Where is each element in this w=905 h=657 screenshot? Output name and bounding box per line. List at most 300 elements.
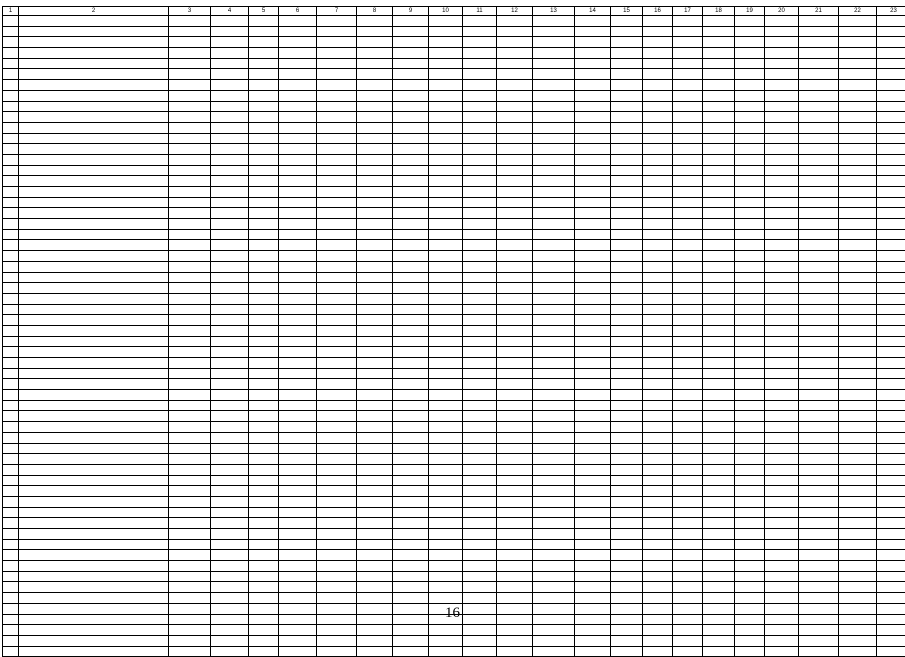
table-cell xyxy=(357,635,393,646)
table-cell xyxy=(799,561,839,572)
table-cell xyxy=(497,144,533,155)
table-cell xyxy=(799,26,839,37)
table-cell xyxy=(249,101,279,112)
table-cell xyxy=(429,646,463,657)
table-cell xyxy=(673,304,703,315)
table-cell xyxy=(357,240,393,251)
table-cell xyxy=(357,625,393,636)
table-cell xyxy=(19,486,169,497)
table-cell xyxy=(839,625,877,636)
table-cell xyxy=(799,358,839,369)
table-cell xyxy=(169,561,211,572)
table-cell xyxy=(393,550,429,561)
table-cell xyxy=(765,635,799,646)
table-cell xyxy=(673,507,703,518)
table-cell xyxy=(249,37,279,48)
table-cell xyxy=(211,336,249,347)
table-cell xyxy=(463,368,497,379)
table-cell xyxy=(211,347,249,358)
table-cell xyxy=(673,293,703,304)
table-cell xyxy=(611,165,643,176)
table-cell xyxy=(799,272,839,283)
column-number: 16 xyxy=(643,7,673,16)
table-cell xyxy=(611,347,643,358)
table-row xyxy=(3,561,905,572)
table-cell xyxy=(317,411,357,422)
table-cell xyxy=(393,187,429,198)
table-cell xyxy=(799,496,839,507)
table-cell xyxy=(643,625,673,636)
table-cell xyxy=(3,379,19,390)
table-cell xyxy=(877,432,905,443)
table-cell xyxy=(463,347,497,358)
table-cell xyxy=(279,261,317,272)
table-cell xyxy=(393,176,429,187)
table-cell xyxy=(429,475,463,486)
table-cell xyxy=(799,58,839,69)
table-cell xyxy=(703,518,735,529)
table-cell xyxy=(429,561,463,572)
table-cell xyxy=(3,464,19,475)
table-cell xyxy=(673,539,703,550)
table-cell xyxy=(249,358,279,369)
table-cell xyxy=(393,293,429,304)
table-cell xyxy=(735,529,765,540)
table-cell xyxy=(393,101,429,112)
table-row xyxy=(3,400,905,411)
table-cell xyxy=(463,272,497,283)
table-cell xyxy=(765,529,799,540)
table-cell xyxy=(357,48,393,59)
table-cell xyxy=(703,229,735,240)
table-cell xyxy=(463,390,497,401)
table-cell xyxy=(765,261,799,272)
table-row xyxy=(3,454,905,465)
table-cell xyxy=(735,325,765,336)
table-cell xyxy=(249,176,279,187)
table-row xyxy=(3,133,905,144)
table-cell xyxy=(839,390,877,401)
table-cell xyxy=(799,400,839,411)
table-cell xyxy=(703,358,735,369)
table-cell xyxy=(533,37,575,48)
table-cell xyxy=(249,571,279,582)
table-cell xyxy=(839,464,877,475)
table-cell xyxy=(211,261,249,272)
table-cell xyxy=(249,240,279,251)
table-cell xyxy=(357,507,393,518)
table-cell xyxy=(393,219,429,230)
table-cell xyxy=(169,507,211,518)
table-cell xyxy=(575,69,611,80)
table-cell xyxy=(357,80,393,91)
table-cell xyxy=(357,208,393,219)
table-cell xyxy=(249,144,279,155)
table-cell xyxy=(393,272,429,283)
table-cell xyxy=(357,571,393,582)
table-cell xyxy=(463,571,497,582)
table-cell xyxy=(317,219,357,230)
table-cell xyxy=(533,154,575,165)
table-cell xyxy=(19,529,169,540)
table-cell xyxy=(357,411,393,422)
table-cell xyxy=(357,283,393,294)
table-cell xyxy=(317,550,357,561)
table-cell xyxy=(357,165,393,176)
table-cell xyxy=(429,283,463,294)
table-cell xyxy=(19,90,169,101)
table-cell xyxy=(463,144,497,155)
table-cell xyxy=(169,90,211,101)
table-cell xyxy=(799,304,839,315)
table-cell xyxy=(497,37,533,48)
table-cell xyxy=(643,315,673,326)
table-cell xyxy=(611,240,643,251)
table-cell xyxy=(463,539,497,550)
table-cell xyxy=(317,635,357,646)
table-cell xyxy=(393,197,429,208)
table-cell xyxy=(19,251,169,262)
table-cell xyxy=(799,154,839,165)
column-number: 21 xyxy=(799,7,839,16)
table-cell xyxy=(249,646,279,657)
table-cell xyxy=(533,443,575,454)
table-cell xyxy=(497,176,533,187)
table-cell xyxy=(643,240,673,251)
table-cell xyxy=(839,571,877,582)
table-cell xyxy=(393,283,429,294)
table-cell xyxy=(249,48,279,59)
table-cell xyxy=(463,293,497,304)
table-cell xyxy=(3,411,19,422)
table-row xyxy=(3,550,905,561)
table-cell xyxy=(357,646,393,657)
table-cell xyxy=(3,593,19,604)
table-cell xyxy=(877,422,905,433)
table-cell xyxy=(839,507,877,518)
table-cell xyxy=(877,197,905,208)
table-cell xyxy=(393,315,429,326)
table-cell xyxy=(611,539,643,550)
table-cell xyxy=(877,347,905,358)
table-cell xyxy=(429,16,463,27)
table-cell xyxy=(429,454,463,465)
table-cell xyxy=(839,358,877,369)
table-cell xyxy=(463,176,497,187)
table-cell xyxy=(575,635,611,646)
table-cell xyxy=(611,304,643,315)
table-cell xyxy=(703,187,735,198)
table-cell xyxy=(735,336,765,347)
table-cell xyxy=(799,593,839,604)
table-cell xyxy=(429,443,463,454)
table-cell xyxy=(429,336,463,347)
table-cell xyxy=(765,507,799,518)
table-cell xyxy=(497,432,533,443)
table-cell xyxy=(19,400,169,411)
table-cell xyxy=(3,529,19,540)
table-cell xyxy=(703,48,735,59)
table-cell xyxy=(611,325,643,336)
table-cell xyxy=(839,646,877,657)
table-cell xyxy=(643,379,673,390)
table-cell xyxy=(611,208,643,219)
table-cell xyxy=(249,411,279,422)
table-cell xyxy=(211,635,249,646)
table-cell xyxy=(169,208,211,219)
table-cell xyxy=(169,347,211,358)
table-cell xyxy=(735,187,765,198)
table-cell xyxy=(249,464,279,475)
table-cell xyxy=(735,261,765,272)
table-cell xyxy=(533,518,575,529)
table-cell xyxy=(839,475,877,486)
table-cell xyxy=(765,368,799,379)
table-cell xyxy=(611,390,643,401)
table-cell xyxy=(249,422,279,433)
table-cell xyxy=(19,122,169,133)
table-cell xyxy=(765,325,799,336)
table-cell xyxy=(673,582,703,593)
table-cell xyxy=(799,219,839,230)
table-cell xyxy=(211,176,249,187)
table-cell xyxy=(279,315,317,326)
table-cell xyxy=(497,358,533,369)
table-cell xyxy=(393,593,429,604)
table-cell xyxy=(643,475,673,486)
table-cell xyxy=(765,475,799,486)
table-cell xyxy=(839,635,877,646)
table-cell xyxy=(877,529,905,540)
table-cell xyxy=(799,37,839,48)
table-cell xyxy=(497,368,533,379)
table-cell xyxy=(211,58,249,69)
table-row xyxy=(3,240,905,251)
table-cell xyxy=(249,486,279,497)
table-cell xyxy=(799,176,839,187)
table-cell xyxy=(393,507,429,518)
table-cell xyxy=(357,561,393,572)
table-cell xyxy=(799,293,839,304)
table-cell xyxy=(169,390,211,401)
table-cell xyxy=(249,368,279,379)
table-cell xyxy=(19,390,169,401)
table-cell xyxy=(393,112,429,123)
table-cell xyxy=(279,122,317,133)
table-cell xyxy=(393,379,429,390)
table-cell xyxy=(611,112,643,123)
column-number: 6 xyxy=(279,7,317,16)
table-cell xyxy=(357,122,393,133)
table-cell xyxy=(463,336,497,347)
table-cell xyxy=(839,368,877,379)
table-cell xyxy=(211,90,249,101)
table-cell xyxy=(169,304,211,315)
table-cell xyxy=(19,101,169,112)
table-cell xyxy=(877,69,905,80)
table-cell xyxy=(429,197,463,208)
table-cell xyxy=(877,16,905,27)
table-cell xyxy=(877,325,905,336)
table-cell xyxy=(575,37,611,48)
table-cell xyxy=(429,154,463,165)
table-cell xyxy=(839,101,877,112)
table-cell xyxy=(735,80,765,91)
table-cell xyxy=(279,379,317,390)
table-cell xyxy=(317,390,357,401)
table-cell xyxy=(317,304,357,315)
table-cell xyxy=(839,593,877,604)
table-cell xyxy=(839,208,877,219)
table-cell xyxy=(877,411,905,422)
table-cell xyxy=(497,58,533,69)
table-cell xyxy=(497,251,533,262)
table-cell xyxy=(703,539,735,550)
table-cell xyxy=(765,464,799,475)
table-cell xyxy=(673,400,703,411)
table-cell xyxy=(703,390,735,401)
table-cell xyxy=(765,240,799,251)
table-cell xyxy=(533,240,575,251)
table-cell xyxy=(497,625,533,636)
table-cell xyxy=(735,571,765,582)
table-cell xyxy=(317,154,357,165)
table-cell xyxy=(533,411,575,422)
table-cell xyxy=(673,390,703,401)
table-cell xyxy=(463,411,497,422)
table-cell xyxy=(703,443,735,454)
table-cell xyxy=(765,176,799,187)
table-cell xyxy=(497,464,533,475)
table-cell xyxy=(249,507,279,518)
table-cell xyxy=(211,229,249,240)
table-row xyxy=(3,58,905,69)
table-cell xyxy=(703,550,735,561)
table-cell xyxy=(575,443,611,454)
table-cell xyxy=(765,90,799,101)
table-cell xyxy=(799,122,839,133)
table-cell xyxy=(429,229,463,240)
table-cell xyxy=(279,593,317,604)
table-cell xyxy=(533,112,575,123)
table-cell xyxy=(19,507,169,518)
table-cell xyxy=(317,240,357,251)
table-cell xyxy=(703,411,735,422)
table-cell xyxy=(611,379,643,390)
table-cell xyxy=(211,475,249,486)
table-cell xyxy=(877,358,905,369)
table-cell xyxy=(211,133,249,144)
table-row xyxy=(3,293,905,304)
table-cell xyxy=(799,347,839,358)
table-cell xyxy=(533,400,575,411)
table-cell xyxy=(735,272,765,283)
table-cell xyxy=(643,432,673,443)
table-cell xyxy=(211,37,249,48)
table-cell xyxy=(643,390,673,401)
table-cell xyxy=(839,582,877,593)
table-cell xyxy=(765,625,799,636)
table-cell xyxy=(211,101,249,112)
table-cell xyxy=(497,443,533,454)
table-cell xyxy=(497,112,533,123)
table-cell xyxy=(211,561,249,572)
table-cell xyxy=(575,432,611,443)
table-cell xyxy=(497,518,533,529)
table-cell xyxy=(643,646,673,657)
table-cell xyxy=(643,593,673,604)
table-cell xyxy=(611,261,643,272)
table-cell xyxy=(211,593,249,604)
table-cell xyxy=(643,304,673,315)
table-cell xyxy=(877,507,905,518)
table-cell xyxy=(393,475,429,486)
table-cell xyxy=(673,432,703,443)
table-cell xyxy=(799,16,839,27)
table-cell xyxy=(169,122,211,133)
table-cell xyxy=(765,112,799,123)
table-cell xyxy=(497,261,533,272)
table-cell xyxy=(765,293,799,304)
table-cell xyxy=(429,208,463,219)
table-cell xyxy=(703,635,735,646)
table-cell xyxy=(735,101,765,112)
table-cell xyxy=(249,561,279,572)
table-cell xyxy=(735,251,765,262)
table-cell xyxy=(317,229,357,240)
table-cell xyxy=(3,571,19,582)
table-cell xyxy=(611,400,643,411)
table-cell xyxy=(19,550,169,561)
table-cell xyxy=(643,48,673,59)
table-cell xyxy=(317,69,357,80)
table-cell xyxy=(463,165,497,176)
table-row xyxy=(3,358,905,369)
table-cell xyxy=(357,443,393,454)
table-cell xyxy=(703,197,735,208)
table-cell xyxy=(839,379,877,390)
table-cell xyxy=(393,37,429,48)
table-cell xyxy=(357,293,393,304)
table-cell xyxy=(575,133,611,144)
table-cell xyxy=(673,336,703,347)
table-cell xyxy=(735,390,765,401)
table-cell xyxy=(877,464,905,475)
table-row xyxy=(3,368,905,379)
table-cell xyxy=(611,422,643,433)
table-cell xyxy=(765,315,799,326)
table-cell xyxy=(497,486,533,497)
table-cell xyxy=(703,58,735,69)
table-cell xyxy=(643,261,673,272)
table-cell xyxy=(497,293,533,304)
table-cell xyxy=(877,379,905,390)
table-cell xyxy=(735,379,765,390)
column-number: 14 xyxy=(575,7,611,16)
table-cell xyxy=(799,208,839,219)
table-cell xyxy=(393,368,429,379)
table-cell xyxy=(611,272,643,283)
table-cell xyxy=(249,400,279,411)
table-cell xyxy=(703,464,735,475)
table-cell xyxy=(249,26,279,37)
table-cell xyxy=(611,283,643,294)
table-cell xyxy=(575,90,611,101)
table-cell xyxy=(877,539,905,550)
table-cell xyxy=(463,400,497,411)
table-cell xyxy=(533,347,575,358)
table-cell xyxy=(19,48,169,59)
